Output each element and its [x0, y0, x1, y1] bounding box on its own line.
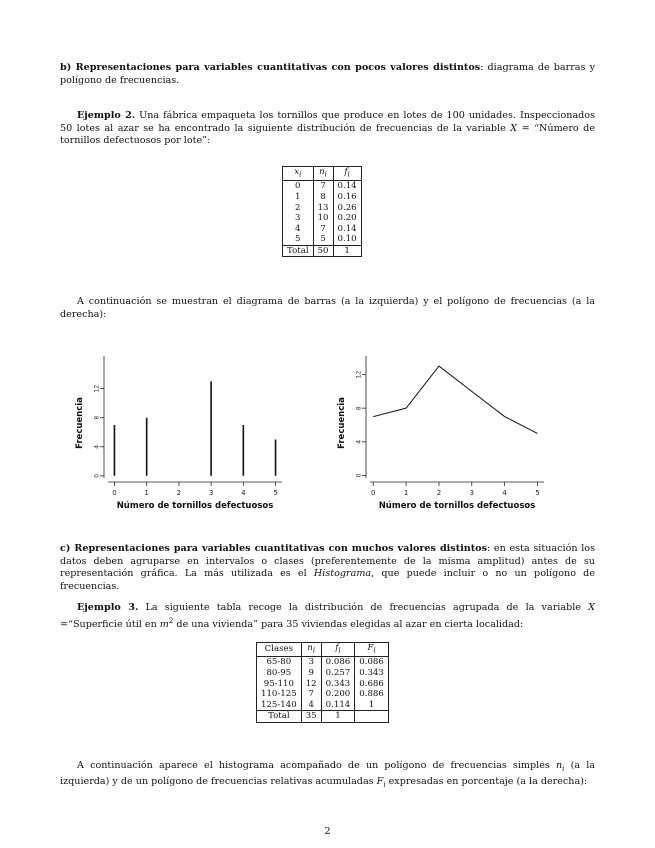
- table-cell: 0.257: [321, 668, 355, 679]
- table-row: [283, 203, 362, 214]
- table-cell: 65-80: [257, 657, 302, 668]
- table-cell: 80-95: [257, 668, 302, 679]
- table-cell: 7: [313, 224, 333, 235]
- table-cell: 0.14: [333, 181, 361, 192]
- table-cell: 95-110: [257, 679, 302, 690]
- example2-paragraph: Ejemplo 2. Una fábrica empaqueta los tornillos que produce en lotes de 100 unidades. Inspeccionados 50 lotes al azar se ha encontrado la siguiente distribución de frecuencias de la variable X = “Número de tornillos defectuosos por lote”:: [60, 110, 596, 147]
- table-cell: 0.10: [333, 234, 361, 245]
- series-line: [373, 366, 537, 433]
- table-cell: 0.086: [355, 657, 389, 668]
- x-tick-label: 3: [469, 489, 475, 497]
- table-cell: 0.343: [355, 668, 389, 679]
- table-cell: 5: [313, 234, 333, 245]
- table-row: [283, 181, 362, 192]
- header-F: $F_i$: [355, 643, 389, 657]
- y-tick-label: 4: [93, 444, 101, 449]
- section-b-paragraph: b) Representaciones para variables cuantitativas con pocos valores distintos: diagrama de barras y polígono de frecuencias.: [60, 62, 595, 86]
- table-cell: 0.26: [333, 203, 361, 214]
- table-row: [283, 192, 362, 203]
- table-cell: 0.200: [321, 689, 355, 700]
- x-axis-label: Número de tornillos defectuosos: [116, 501, 274, 511]
- table-cell: 0.086: [321, 657, 355, 668]
- table-cell: 0.20: [333, 213, 361, 224]
- x-tick-label: 1: [403, 489, 409, 497]
- x-tick-label: 5: [273, 489, 278, 497]
- header-f: $f_i$: [321, 643, 355, 657]
- y-tick-label: 12: [93, 384, 101, 393]
- table-cell: 7: [313, 181, 333, 192]
- table-cell: 0.886: [355, 689, 389, 700]
- y-tick-label: 8: [355, 406, 363, 411]
- table-row: [283, 224, 362, 235]
- y-tick-label: 8: [93, 415, 101, 420]
- header-n: $n_i$: [313, 167, 333, 181]
- x-tick-label: 3: [208, 489, 214, 497]
- table-row: [257, 679, 389, 690]
- section-c-title: c) Representaciones para variables cuantitativas con muchos valores distintos: [60, 543, 487, 554]
- table-row: [257, 700, 389, 711]
- table-cell: 12: [301, 679, 321, 690]
- example3-paragraph: Ejemplo 3. La siguiente tabla recoge la distribución de frecuencias agrupada de la variable X =“Superficie útil en $m^2$ de una vivienda” para 35 viviendas elegidas al azar en cierta localidad:: [60, 602, 595, 630]
- y-tick-label: 4: [355, 439, 363, 444]
- table-row: [257, 668, 389, 679]
- header-f: $f_i$: [333, 167, 361, 181]
- y-tick-label: 0: [93, 473, 101, 478]
- table-cell: 0: [283, 181, 314, 192]
- table-cell: 8: [313, 192, 333, 203]
- header-n: $n_i$: [301, 643, 321, 657]
- frequency-table-surface: [256, 642, 389, 723]
- y-tick-label: 0: [355, 473, 363, 478]
- charts-intro: A continuación se muestran el diagrama de barras (a la izquierda) y el polígono de frecuencias (a la derecha):: [60, 296, 595, 320]
- frequency-table-defects: [282, 166, 362, 257]
- table-cell: 1: [283, 192, 314, 203]
- section-c-paragraph: c) Representaciones para variables cuantitativas con muchos valores distintos: en esta situación los datos deben agruparse en intervalos o clases (preferentemente de la misma amplitud) antes de su representación gráfica. La más utilizada es el Histograma, que puede incluir o no un polígono de frecuencias.: [60, 543, 596, 592]
- x-tick-label: 0: [371, 489, 376, 497]
- table-total-row: Total 35 1: [257, 711, 389, 723]
- table-header-row: [257, 643, 389, 657]
- y-axis-label: Frecuencia: [75, 397, 85, 449]
- header-x: $x_i$: [283, 167, 314, 181]
- x-tick-label: 2: [436, 489, 442, 497]
- table-cell: 10: [313, 213, 333, 224]
- x-axis-label: Número de tornillos defectuosos: [378, 501, 536, 511]
- table-cell: 5: [283, 234, 314, 245]
- table-cell: 13: [313, 203, 333, 214]
- table-cell: 0.343: [321, 679, 355, 690]
- final-paragraph: A continuación aparece el histograma acompañado de un polígono de frecuencias simples $n_i$ (a la izquierda) y de un polígono de frecuencias relativas acumuladas $F_i$ expresadas en porcentaje (a la derecha):: [60, 760, 595, 789]
- x-tick-label: 2: [176, 489, 182, 497]
- frequency-polygon-chart: [322, 340, 562, 510]
- table-row: [283, 213, 362, 224]
- section-b-title: b) Representaciones para variables cuantitativas con pocos valores distintos: [60, 62, 481, 73]
- table-cell: 0.114: [321, 700, 355, 711]
- table-cell: 2: [283, 203, 314, 214]
- table-row: [257, 657, 389, 668]
- header-clases: Clases: [257, 643, 302, 657]
- y-axis-label: Frecuencia: [337, 397, 347, 449]
- x-tick-label: 5: [535, 489, 540, 497]
- table-cell: 3: [283, 213, 314, 224]
- x-tick-label: 4: [502, 489, 507, 497]
- bar-chart: [60, 340, 300, 510]
- x-tick-label: 4: [241, 489, 246, 497]
- y-tick-label: 12: [355, 370, 363, 379]
- table-row: [257, 689, 389, 700]
- example2-label: Ejemplo 2.: [77, 110, 136, 121]
- x-tick-label: 0: [112, 489, 117, 497]
- table-cell: 4: [301, 700, 321, 711]
- table-cell: 0.686: [355, 679, 389, 690]
- table-cell: 125-140: [257, 700, 302, 711]
- table-cell: 0.16: [333, 192, 361, 203]
- table-cell: 9: [301, 668, 321, 679]
- example3-label: Ejemplo 3.: [77, 602, 139, 613]
- table-cell: 1: [355, 700, 389, 711]
- table-cell: 0.14: [333, 224, 361, 235]
- table-header-row: [283, 167, 362, 181]
- table-cell: 3: [301, 657, 321, 668]
- table-total-row: Total 50 1: [283, 245, 362, 257]
- table-cell: 110-125: [257, 689, 302, 700]
- table-row: [283, 234, 362, 245]
- page-number: 2: [324, 826, 331, 837]
- table-cell: 4: [283, 224, 314, 235]
- x-tick-label: 1: [144, 489, 149, 497]
- table-cell: 7: [301, 689, 321, 700]
